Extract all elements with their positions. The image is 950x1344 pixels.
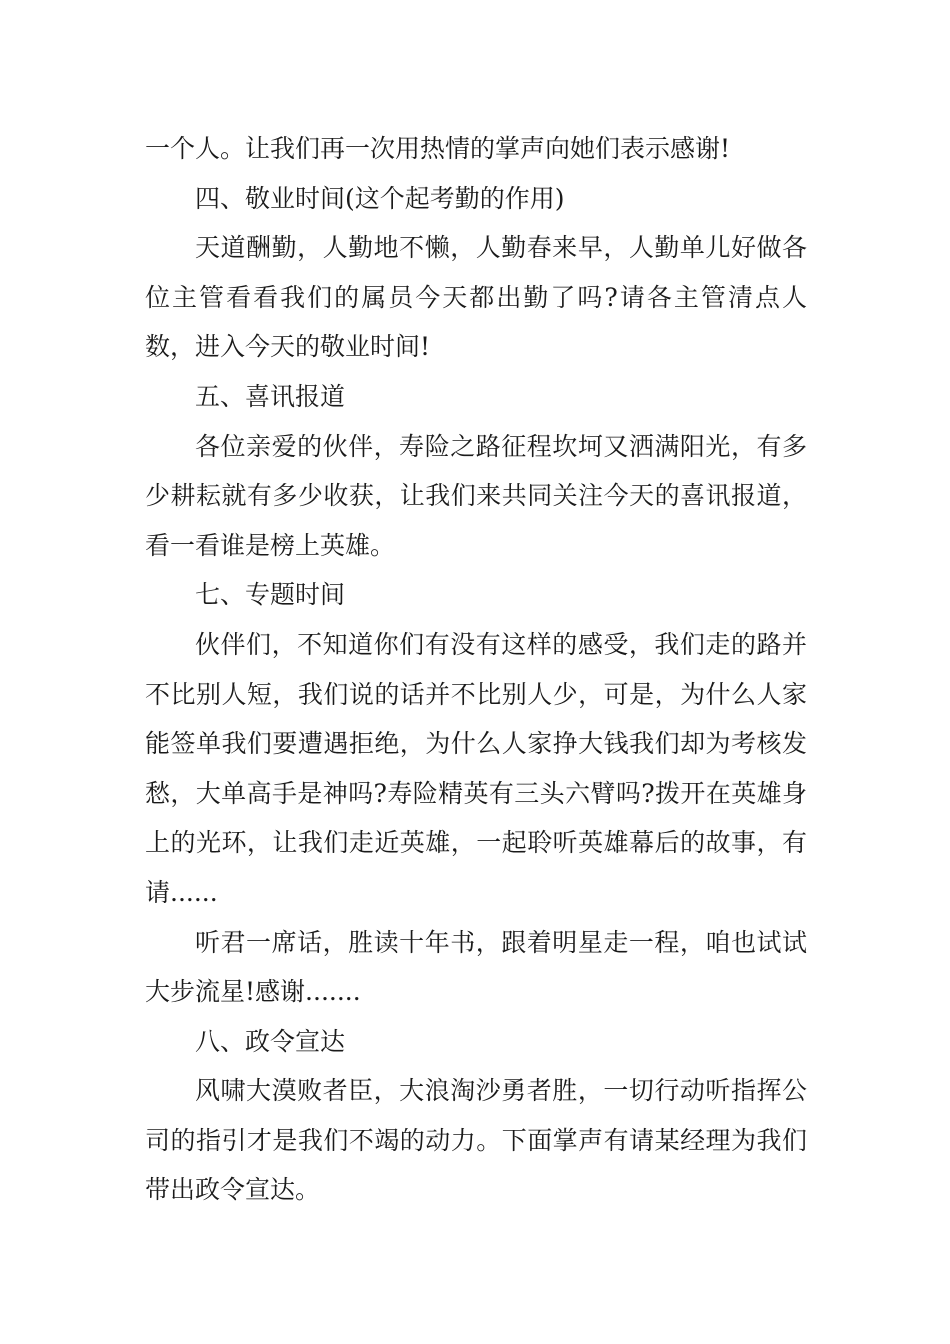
document-body: [145, 124, 807, 1215]
heading-section-8: 八、政令宣达: [195, 1026, 346, 1056]
paragraph-good-news: 各位亲爱的伙伴，寿险之路征程坎坷又洒满阳光，有多少耕耘就有多少收获，让我们来共同关注今天的喜讯报道，看一看谁是榜上英雄。: [145, 431, 807, 560]
paragraph-topic: 伙伴们，不知道你们有没有这样的感受，我们走的路并不比别人短，我们说的话并不比别人少，可是，为什么人家能签单我们要遭遇拒绝，为什么人家挣大钱我们却为考核发愁，大单高手是神吗?寿险精英有三头六臂吗?拨开在英雄身上的光环，让我们走近英雄，一起聆听英雄幕后的故事，有请......: [145, 629, 807, 907]
paragraph-policy: 风啸大漠败者臣，大浪淘沙勇者胜，一切行动听指挥公司的指引才是我们不竭的动力。下面掌声有请某经理为我们带出政令宣达。: [145, 1076, 807, 1205]
paragraph-thanks: 听君一席话，胜读十年书，跟着明星走一程，咱也试试大步流星!感谢.......: [145, 927, 807, 1007]
heading-section-5: 五、喜讯报道: [195, 381, 346, 411]
paragraph-continuation: 一个人。让我们再一次用热情的掌声向她们表示感谢!: [145, 134, 731, 163]
heading-section-7: 七、专题时间: [195, 580, 346, 610]
paragraph-attendance: 天道酬勤，人勤地不懒，人勤春来早，人勤单儿好做各位主管看看我们的属员今天都出勤了吗?请各主管清点人数，进入今天的敬业时间!: [145, 233, 807, 362]
heading-section-4: 四、敬业时间(这个起考勤的作用): [195, 183, 565, 213]
